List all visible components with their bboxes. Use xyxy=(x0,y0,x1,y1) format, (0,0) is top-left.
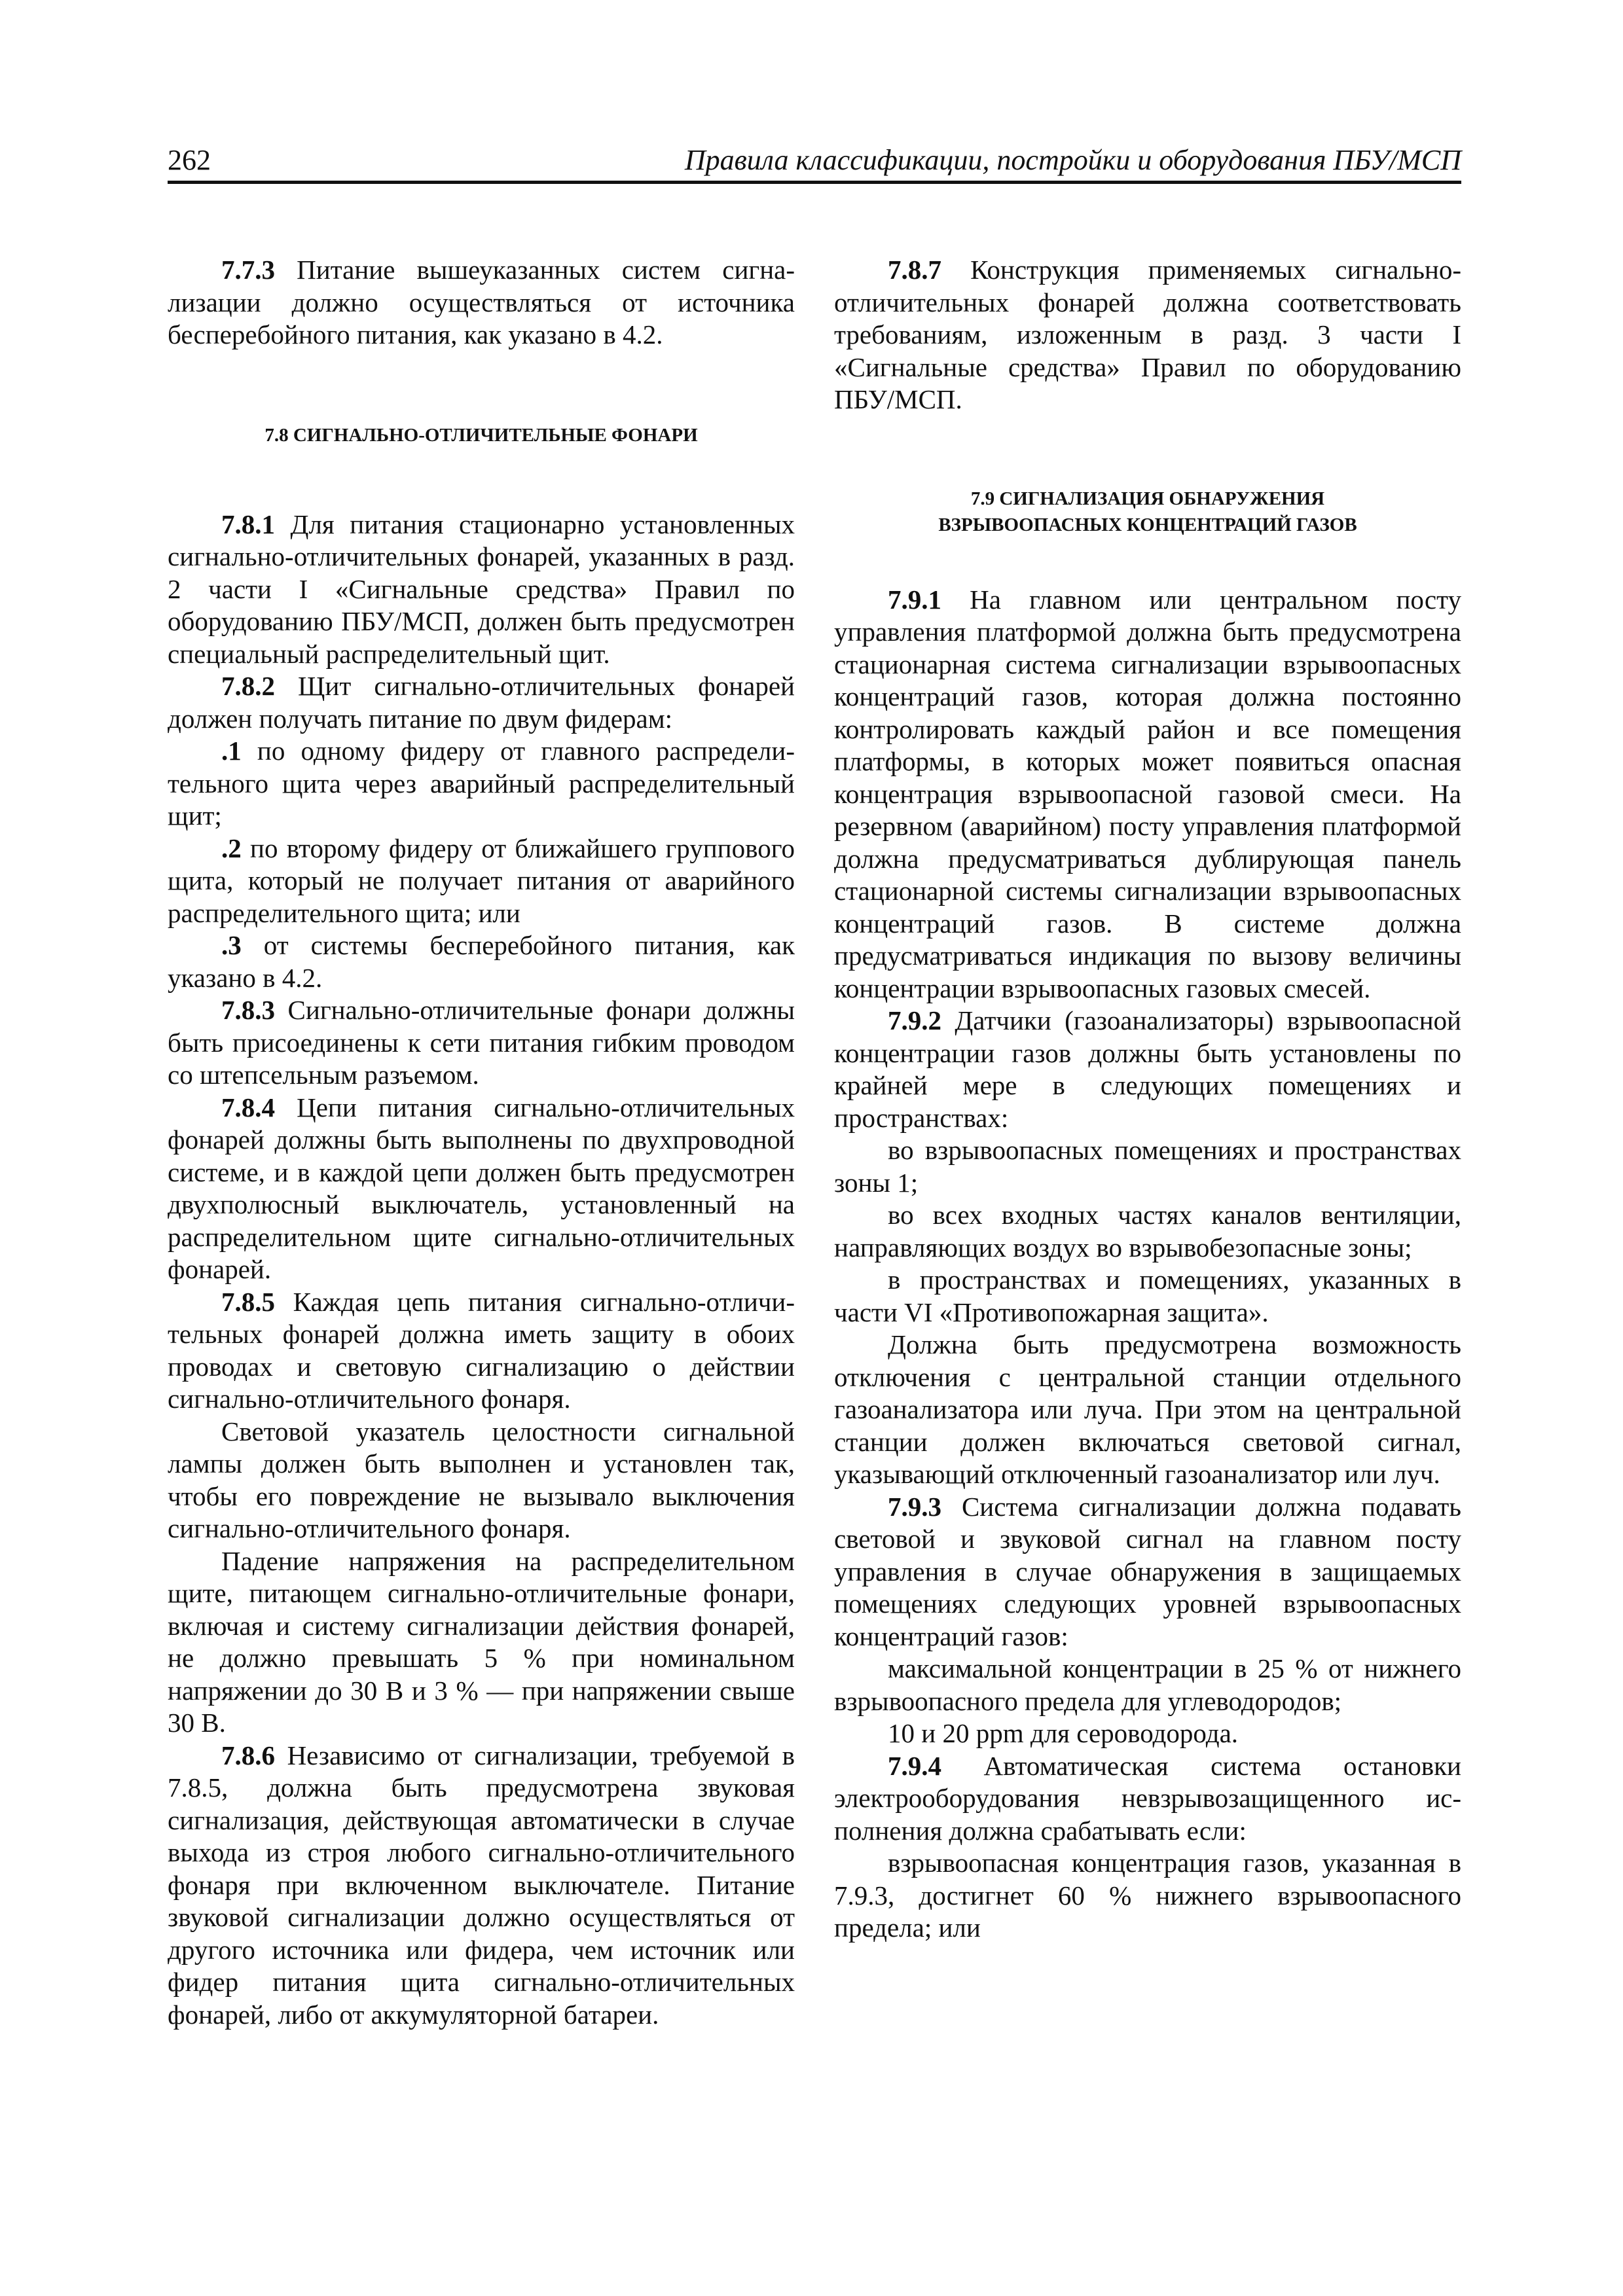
clause-text: Для питания стационарно установленных сигнально-отличительных фонарей, указанных в разд. 2 части I «Сигнальные средства» Правил по оборудованию ПБУ/МСП, должен быть предусмотрен специальный распределительный щит. xyxy=(168,509,795,669)
item-text: от системы бесперебойного питания, как указано в 4.2. xyxy=(168,930,795,993)
paragraph-7-9-2-d: в пространствах и помещениях, указанных в части VI «Противопожарная защита». xyxy=(834,1265,1461,1327)
list-item-1 xyxy=(168,735,795,833)
section-heading-line-2: ВЗРЫВООПАСНЫХ КОНЦЕНТРАЦИЙ ГАЗОВ xyxy=(938,514,1357,535)
section-heading-7-8: 7.8 СИГНАЛЬНО-ОТЛИЧИТЕЛЬНЫЕ ФОНАРИ xyxy=(264,424,698,446)
clause-text: Сигнально-отличительные фонари должны быть присоединены к сети питания гибким проводом со штепсельным разъемом. xyxy=(168,995,795,1090)
paragraph-7-9-2-b: во взрывоопасных помещениях и пространствах зоны 1; xyxy=(834,1135,1461,1198)
clause-number: 7.8.3 xyxy=(221,995,275,1025)
paragraph-7-9-2-c: во всех входных частях каналов вентиляции, направляющих воздух во взрывобезопасные зоны; xyxy=(834,1200,1461,1263)
clause-number: 7.8.7 xyxy=(888,255,941,285)
item-number: .3 xyxy=(221,930,242,960)
clause-number: 7.9.4 xyxy=(888,1750,941,1781)
paragraph-7-8-6 xyxy=(168,1740,795,2032)
clause-number: 7.9.1 xyxy=(888,584,941,615)
item-text: по второму фидеру от ближайшего группового щита, который не получает питания от аварийного распределительного щита; или xyxy=(168,833,795,928)
paragraph-7-9-2-e: Должна быть предусмотрена возможность отключения с центральной станции отдельного газоанализатора или луча. При этом на центральной станции должен включаться световой сигнал, указывающий отключенный газоанализатор или луч. xyxy=(834,1329,1461,1489)
section-heading-7-9 xyxy=(834,486,1461,538)
paragraph-7-8-7 xyxy=(834,254,1461,416)
clause-text: Датчики (газоанализаторы) взрывоопасной концентрации газов должны быть установлены по крайней мере в следующих помещениях и пространствах: xyxy=(834,1005,1461,1133)
paragraph-7-8-1 xyxy=(168,509,795,671)
clause-text: Щит сигнально-отличительных фонарей должен получать питание по двум фидерам: xyxy=(168,671,795,734)
item-number: .2 xyxy=(221,833,242,863)
page-header xyxy=(168,143,1461,184)
paragraph-7-9-2 xyxy=(834,1005,1461,1134)
clause-text: Питание вышеуказанных систем сигнализации должно осуществляться от источника бесперебойного питания, как указано в 4.2. xyxy=(168,255,795,350)
paragraph-7-7-3 xyxy=(168,254,795,351)
clause-text: Каждая цепь питания сигнально-отличительных фонарей должна иметь защиту в обоих проводах и световую сигнализацию о действии сигнально-отличительного фонаря. xyxy=(168,1286,795,1414)
clause-number: 7.8.1 xyxy=(221,509,275,539)
clause-number: 7.8.5 xyxy=(221,1286,275,1317)
clause-text: Система сигнализации должна подавать световой и звуковой сигнал на главном посту управления в случае обнаружения в защищаемых помещениях следующих уровней взрывоопасных концентраций газов: xyxy=(834,1491,1461,1651)
clause-number: 7.8.6 xyxy=(221,1740,275,1770)
page-number: 262 xyxy=(168,144,211,176)
left-column xyxy=(168,254,795,2031)
list-item-2 xyxy=(168,833,795,930)
paragraph-7-9-3-c: 10 и 20 ppm для сероводорода. xyxy=(888,1718,1239,1748)
running-title: Правила классификации, постройки и оборудования ПБУ/МСП xyxy=(684,144,1461,176)
paragraph-7-9-4-b: взрывоопасная концентрация газов, указанная в 7.9.3, достигнет 60 % нижнего взрывоопасного предела; или xyxy=(834,1848,1461,1943)
clause-text: Автоматическая система остановки электрооборудования невзрывозащищенного исполнения должна срабатывать если: xyxy=(834,1750,1461,1846)
clause-text: Цепи питания сигнально-отличительных фонарей должны быть выполнены по двухпроводной системе, и в каждой цепи должен быть предусмотрен двухполюсный выключатель, установленный на распределительном щите сигнально-отличительных фонарей. xyxy=(168,1092,795,1284)
paragraph-7-9-3-b: максимальной концентрации в 25 % от нижнего взрывоопасного предела для углеводородов; xyxy=(834,1653,1461,1716)
paragraph-7-8-5-c: Падение напряжения на распределительном щите, питающем сигнально-отличительные фонари, включая и систему сигнализации действия фонарей, не должно превышать 5 % при номинальном напряжении до 30 В и 3 % — при напряжении свыше 30 В. xyxy=(168,1545,795,1738)
clause-number: 7.7.3 xyxy=(221,255,275,285)
paragraph-7-8-4 xyxy=(168,1092,795,1286)
list-item-3 xyxy=(168,929,795,994)
item-text: по одному фидеру от главного распределительного щита через аварийный распределительный щит; xyxy=(168,736,795,831)
section-heading-line-1: 7.9 СИГНАЛИЗАЦИЯ ОБНАРУЖЕНИЯ xyxy=(970,488,1325,509)
clause-number: 7.9.3 xyxy=(888,1491,941,1522)
clause-number: 7.8.2 xyxy=(221,671,275,701)
clause-text: Независимо от сигнализации, требуемой в 7.8.5, должна быть предусмотрена звуковая сигнализация, действующая автоматически в случае выхода из строя любого сигнально-отличительного фонаря при включенном выключателе. Питание звуковой сигнализации должно осуществляться от другого источника или фидера, чем источник или фидер питания щита сигнально-отличительных фонарей, либо от аккумуляторной батареи. xyxy=(168,1740,795,2030)
clause-text: На главном или центральном посту управления платформой должна быть предусмотрена стационарная система сигнализации взрывоопасных концентраций газов, которая должна постоянно контролировать каждый район и все помещения платформы, в которых может появиться опасная концентрация взрывоопасной газовой смеси. На резервном (аварийном) посту управления платформой должна предусматриваться дублирующая панель стационарной системы сигнализации взрывоопасных концентраций газов. В системе должна предусматриваться индикация по вызову величины концентрации взрывоопасных газовых смесей. xyxy=(834,584,1461,1003)
paragraph-7-8-5-b: Световой указатель целостности сигнальной лампы должен быть выполнен и установлен так, чтобы его повреждение не вызывало выключения сигнально-отличительного фонаря. xyxy=(168,1416,795,1543)
paragraph-7-8-2 xyxy=(168,670,795,735)
paragraph-7-8-5 xyxy=(168,1286,795,1416)
item-number: .1 xyxy=(221,736,242,766)
clause-number: 7.9.2 xyxy=(888,1005,941,1035)
paragraph-7-9-1 xyxy=(834,584,1461,1005)
paragraph-7-9-3 xyxy=(834,1491,1461,1653)
paragraph-7-8-3 xyxy=(168,994,795,1092)
clause-number: 7.8.4 xyxy=(221,1092,275,1122)
paragraph-7-9-4 xyxy=(834,1750,1461,1848)
clause-text: Конструкция применяемых сигнально-отличительных фонарей должна соответствовать требованиям, изложенным в разд. 3 части I «Сигнальные средства» Правил по оборудованию ПБУ/МСП. xyxy=(834,255,1461,414)
right-column xyxy=(834,254,1461,1945)
